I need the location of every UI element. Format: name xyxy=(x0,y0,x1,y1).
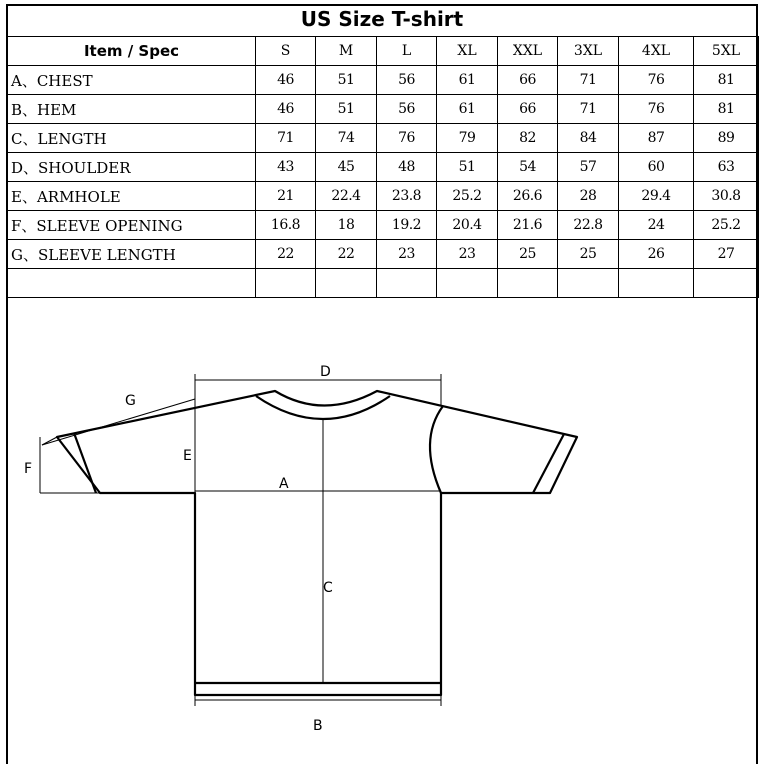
column-header-size: 4XL xyxy=(619,37,694,66)
table-cell: 56 xyxy=(377,66,437,95)
page-title: US Size T-shirt xyxy=(300,7,464,31)
column-header-size: 5XL xyxy=(694,37,759,66)
right-cuff xyxy=(533,434,564,493)
table-cell: 19.2 xyxy=(377,211,437,240)
row-label: B、HEM xyxy=(8,95,256,124)
table-cell: 51 xyxy=(316,66,377,95)
table-cell: 24 xyxy=(619,211,694,240)
table-cell: 22 xyxy=(316,240,377,269)
table-cell: 82 xyxy=(498,124,558,153)
label-b: B xyxy=(313,718,323,734)
table-cell: 28 xyxy=(558,182,619,211)
label-e: E xyxy=(183,448,192,464)
table-cell: 63 xyxy=(694,153,759,182)
table-cell: 79 xyxy=(437,124,498,153)
table-cell: 54 xyxy=(498,153,558,182)
row-label: C、LENGTH xyxy=(8,124,256,153)
label-c: C xyxy=(323,580,333,596)
table-cell: 61 xyxy=(437,66,498,95)
table-cell: 66 xyxy=(498,66,558,95)
column-header-size: L xyxy=(377,37,437,66)
label-d: D xyxy=(320,364,331,380)
table-cell: 76 xyxy=(619,95,694,124)
row-label: E、ARMHOLE xyxy=(8,182,256,211)
table-cell: 89 xyxy=(694,124,759,153)
column-header-size: 3XL xyxy=(558,37,619,66)
column-header-size: XL xyxy=(437,37,498,66)
table-cell: 25 xyxy=(558,240,619,269)
table-cell: 23 xyxy=(437,240,498,269)
table-cell: 76 xyxy=(619,66,694,95)
table-cell: 84 xyxy=(558,124,619,153)
table-cell: 22 xyxy=(256,240,316,269)
column-header-size: M xyxy=(316,37,377,66)
table-cell: 18 xyxy=(316,211,377,240)
table-cell: 30.8 xyxy=(694,182,759,211)
column-header-size: S xyxy=(256,37,316,66)
table-cell: 66 xyxy=(498,95,558,124)
table-cell: 25.2 xyxy=(694,211,759,240)
label-f: F xyxy=(24,461,33,477)
table-cell: 51 xyxy=(437,153,498,182)
row-label: F、SLEEVE OPENING xyxy=(8,211,256,240)
row-label: G、SLEEVE LENGTH xyxy=(8,240,256,269)
label-g: G xyxy=(125,393,136,409)
table-cell: 48 xyxy=(377,153,437,182)
table-cell: 45 xyxy=(316,153,377,182)
table-cell: 22.4 xyxy=(316,182,377,211)
table-cell: 21.6 xyxy=(498,211,558,240)
table-cell: 22.8 xyxy=(558,211,619,240)
table-cell: 25.2 xyxy=(437,182,498,211)
table-cell: 81 xyxy=(694,95,759,124)
table-cell: 76 xyxy=(377,124,437,153)
table-cell: 46 xyxy=(256,66,316,95)
column-header-size: XXL xyxy=(498,37,558,66)
table-cell: 16.8 xyxy=(256,211,316,240)
table-cell: 21 xyxy=(256,182,316,211)
table-cell: 51 xyxy=(316,95,377,124)
tshirt-outline xyxy=(57,391,577,695)
column-header-item: Item / Spec xyxy=(8,37,256,66)
table-cell: 60 xyxy=(619,153,694,182)
table-cell: 29.4 xyxy=(619,182,694,211)
row-label: A、CHEST xyxy=(8,66,256,95)
collar xyxy=(256,396,390,419)
table-cell: 81 xyxy=(694,66,759,95)
table-cell: 57 xyxy=(558,153,619,182)
table-cell: 26 xyxy=(619,240,694,269)
table-cell: 27 xyxy=(694,240,759,269)
table-cell: 74 xyxy=(316,124,377,153)
label-a: A xyxy=(279,476,289,492)
table-cell: 71 xyxy=(558,66,619,95)
table-cell: 87 xyxy=(619,124,694,153)
table-cell: 46 xyxy=(256,95,316,124)
table-cell: 71 xyxy=(558,95,619,124)
table-cell: 25 xyxy=(498,240,558,269)
armhole-curve xyxy=(430,406,443,493)
table-cell: 26.6 xyxy=(498,182,558,211)
table-cell: 23 xyxy=(377,240,437,269)
row-label: D、SHOULDER xyxy=(8,153,256,182)
table-cell: 23.8 xyxy=(377,182,437,211)
table-cell: 43 xyxy=(256,153,316,182)
table-cell: 61 xyxy=(437,95,498,124)
table-cell: 71 xyxy=(256,124,316,153)
table-cell: 56 xyxy=(377,95,437,124)
table-cell: 20.4 xyxy=(437,211,498,240)
